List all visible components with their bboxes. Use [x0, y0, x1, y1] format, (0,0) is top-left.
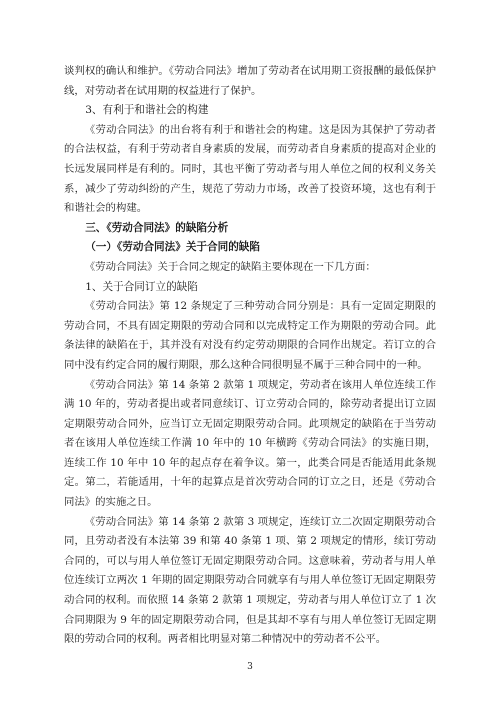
document-body	[64, 62, 436, 650]
paragraph-trial-period-protection: 谈判权的确认和维护。《劳动合同法》增加了劳动者在试用期工资报酬的最低保护线，对劳动者在试用期的权益进行了保护。	[64, 65, 436, 97]
page-number: 3	[247, 662, 253, 672]
section-heading-defects-analysis: 三、《劳动合同法》的缺陷分析	[85, 221, 229, 234]
section-heading-contract-defects: （一）《劳动合同法》关于合同的缺陷	[85, 241, 260, 254]
paragraph-harmonious-society: 《劳动合同法》的出台将有利于和谐社会的构建。这是因为其保护了劳动者的合法权益，有利于劳动者自身素质的发展，而劳动者自身素质的提高对企业的长远发展同样是有利的。同时，其也平衡了劳动者与用人单位之间的权利义务关系，减少了劳动纠纷的产生，规范了劳动力市场，改善了投资环境，这也有利于和谐社会的构建。	[64, 123, 436, 215]
subheading-contract-formation-defects: 1、关于合同订立的缺陷	[85, 280, 198, 293]
paragraph-article-12: 《劳动合同法》第 12 条规定了三种劳动合同分别是：具有一定固定期限的劳动合同，不具有固定期限的劳动合同和以完成特定工作为期限的劳动合同。此条法律的缺陷在于，其并没有对没有约定劳动期限的合同作出规定。若订立的合同中没有约定合同的履行期限，那么这种合同很明显不属于三种合同中的一种。	[64, 300, 436, 371]
paragraph-article-14-item-1: 《劳动合同法》第 14 条第 2 款第 1 项规定，劳动者在该用人单位连续工作满 10 年的，劳动者提出或者同意续订、订立劳动合同的，除劳动者提出订立固定期限劳动合同外，应当订立无固定期限劳动合同。此项规定的缺陷在于当劳动者在该用人单位连续工作满 10 年中的 10 年横跨《劳动合同法》的实施日期，连续工作 10 年中 10 年的起点存在着争议。第一，此类合同是否能适用此条规定。第二，若能适用，十年的起算点是首次劳动合同的订立之日，还是《劳动合同法》的实施之日。	[64, 378, 436, 509]
paragraph-contract-defects-intro: 《劳动合同法》关于合同之规定的缺陷主要体现在一下几方面：	[84, 260, 376, 273]
paragraph-article-14-item-3: 《劳动合同法》第 14 条第 2 款第 3 项规定，连续订立二次固定期限劳动合同，且劳动者没有本法第 39 和第 40 条第 1 项、第 2 项规定的情形，续订劳动合同的，可以与用人单位签订无固定期限劳动合同。这意味着，劳动者与用人单位连续订立两次 1 年期的固定期限劳动合同就享有与用人单位签订无固定期限劳动合同的权利。而依照 14 条第 2 款第 1 项规定，劳动者与用人单位订立了 1 次合同期限为 9 年的固定期限劳动合同，但是其却不享有与用人单位签订无固定期限的劳动合同的权利。两者相比明显对第二种情况中的劳动者不公平。	[64, 515, 436, 646]
subheading-harmonious-society: 3、有利于和谐社会的构建	[85, 104, 209, 117]
